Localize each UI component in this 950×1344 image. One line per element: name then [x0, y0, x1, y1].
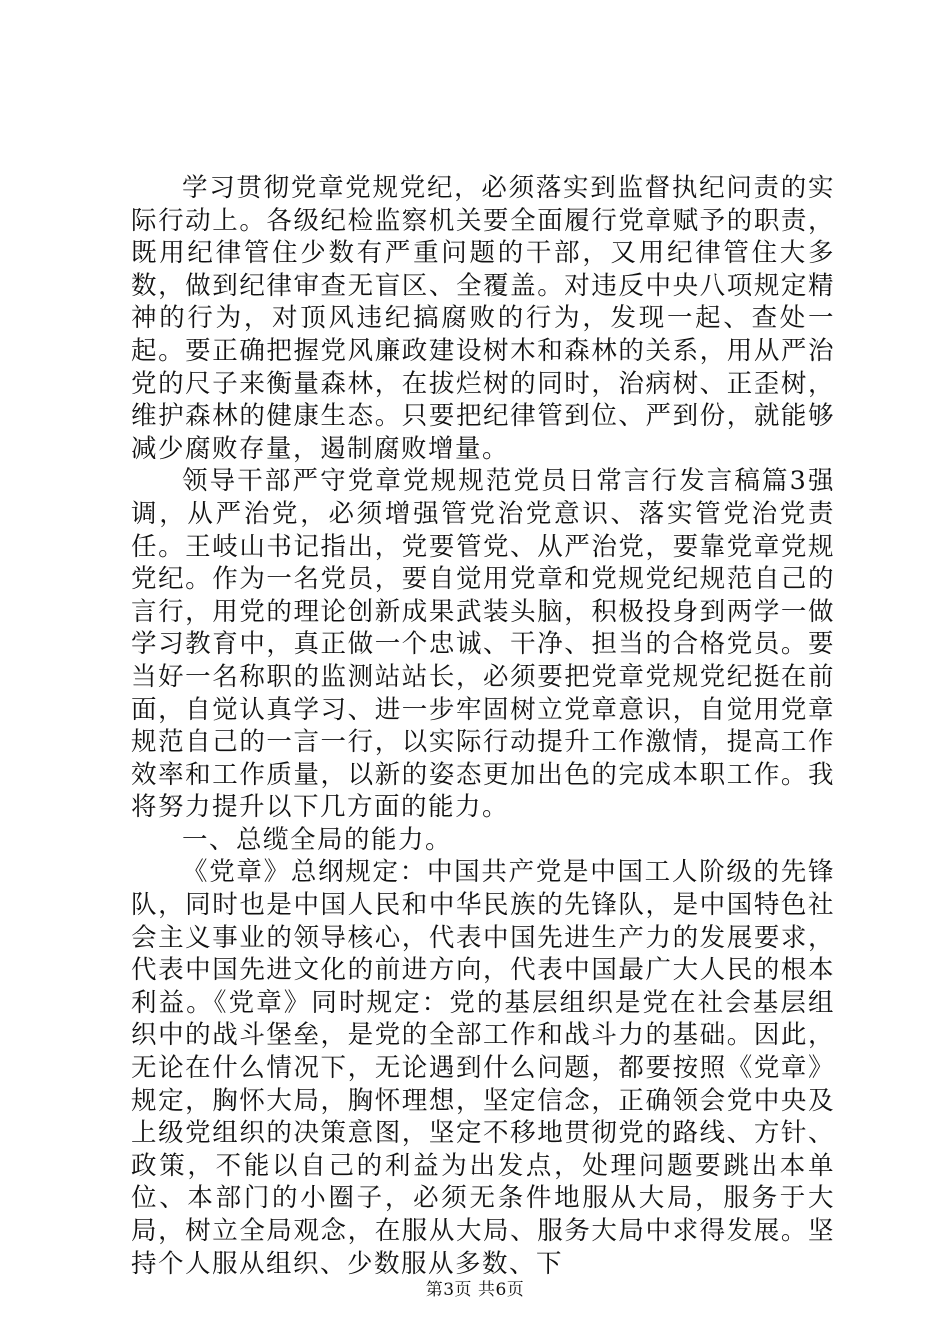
paragraph: 领导干部严守党章党规规范党员日常言行发言稿篇3强调，从严治党，必须增强管党治党意识、落实管党治党责任。王岐山书记指出，党要管党、从严治党，要靠党章党规党纪。作为一名党员，要自觉用党章和党规党纪规范自己的言行，用党的理论创新成果武装头脑，积极投身到两学一做学习教育中，真正做一个忠诚、干净、担当的合格党员。要当好一名称职的监测站站长，必须要把党章党规党纪挺在前面，自觉认真学习、进一步牢固树立党章意识，自觉用党章规范自己的一言一行，以实际行动提升工作激情，提高工作效率和工作质量，以新的姿态更加出色的完成本职工作。我将努力提升以下几方面的能力。	[131, 466, 835, 823]
section-heading: 一、总缆全局的能力。	[182, 824, 453, 855]
page-number-footer: 第3页 共6页	[425, 1280, 525, 1300]
paragraph: 学习贯彻党章党规党纪，必须落实到监督执纪问责的实际行动上。各级纪检监察机关要全面履行党章赋予的职责，既用纪律管住少数有严重问题的干部，又用纪律管住大多数，做到纪律审查无盲区、全覆盖。对违反中央八项规定精神的行为，对顶风违纪搞腐败的行为，发现一起、查处一起。要正确把握党风廉政建设树木和森林的关系，用从严治党的尺子来衡量森林，在拔烂树的同时，治病树、正歪树，维护森林的健康生态。只要把纪律管到位、严到份，就能够减少腐败存量，遏制腐败增量。	[131, 173, 835, 464]
paragraph: 《党章》总纲规定：中国共产党是中国工人阶级的先锋队，同时也是中国人民和中华民族的先锋队，是中国特色社会主义事业的领导核心，代表中国先进生产力的发展要求，代表中国先进文化的前进方向，代表中国最广大人民的根本利益。《党章》同时规定：党的基层组织是党在社会基层组织中的战斗堡垒，是党的全部工作和战斗力的基础。因此，无论在什么情况下，无论遇到什么问题，都要按照《党章》规定，胸怀大局，胸怀理想，坚定信念，正确领会党中央及上级党组织的决策意图，坚定不移地贯彻党的路线、方针、政策，不能以自己的利益为出发点，处理问题要跳出本单位、本部门的小圈子，必须无条件地服从大局，服务于大局，树立全局观念，在服从大局、服务大局中求得发展。坚持个人服从组织、少数服从多数、下	[131, 857, 835, 1279]
document-body	[131, 172, 835, 1280]
